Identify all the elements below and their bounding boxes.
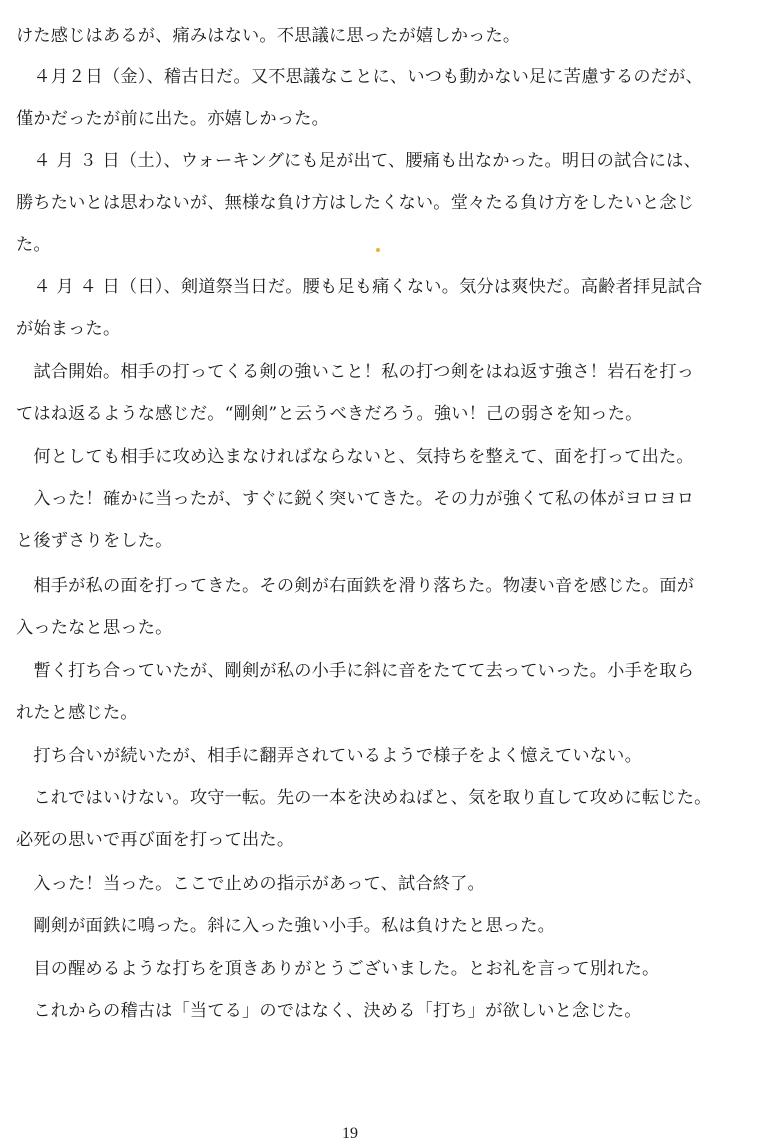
text-line-15: 入ったなと思った。	[16, 618, 173, 638]
text-line-8: が始まった。	[16, 319, 121, 339]
text-line-16: 暫く打ち合っていたが、剛剣が私の小手に斜に音をたてて去っていった。小手を取ら	[16, 661, 695, 681]
text-line-22: 剛剣が面鉄に鳴った。斜に入った強い小手。私は負けたと思った。	[16, 916, 556, 936]
text-line-18: 打ち合いが続いたが、相手に翻弄されているようで様子をよく憶えていない。	[16, 746, 642, 766]
text-line-14: 相手が私の面を打ってきた。その剣が右面鉄を滑り落ちた。物凄い音を感じた。面が	[16, 576, 695, 596]
text-line-4: ４ 月 ３ 日（土）、ウォーキングにも足が出て、腰痛も出なかった。明日の試合には、	[16, 151, 701, 171]
text-line-1: けた感じはあるが、痛みはない。不思議に思ったが嬉しかった。	[16, 26, 521, 46]
text-line-24: これからの稽古は「当てる」のではなく、決める「打ち」が欲しいと念じた。	[16, 1001, 642, 1021]
text-line-2: ４月２日（金）、稽古日だ。又不思議なことに、いつも動かない足に苦慮するのだが、	[16, 67, 703, 87]
text-line-7: ４ 月 ４ 日（日）、剣道祭当日だ。腰も足も痛くない。気分は爽快だ。高齢者拝見試合	[16, 277, 703, 297]
text-line-10: てはね返るような感じだ。“剛剣”と云うべきだろう。強い！己の弱さを知った。	[16, 404, 643, 424]
text-line-21: 入った！当った。ここで止めの指示があって、試合終了。	[16, 874, 485, 894]
text-line-17: れたと感じた。	[16, 703, 138, 723]
text-line-19: これではいけない。攻守一転。先の一本を決めねばと、気を取り直して攻めに転じた。	[16, 788, 712, 808]
text-line-9: 試合開始。相手の打ってくる剣の強いこと！私の打つ剣をはね返す強さ！岩石を打っ	[16, 362, 695, 382]
text-line-20: 必死の思いで再び面を打って出た。	[16, 830, 295, 850]
page-number: 19	[342, 1125, 358, 1142]
text-line-23: 目の醒めるような打ちを頂きありがとうございました。とお礼を言って別れた。	[16, 959, 660, 979]
highlight-mark	[376, 248, 380, 252]
text-line-11: 何としても相手に攻め込まなければならないと、気持ちを整えて、面を打って出た。	[16, 447, 694, 467]
text-line-6: た。	[16, 235, 51, 255]
text-line-3: 僅かだったが前に出た。亦嬉しかった。	[16, 109, 329, 129]
text-line-12: 入った！確かに当ったが、すぐに鋭く突いてきた。その力が強くて私の体がヨロヨロ	[16, 489, 695, 509]
text-line-13: と後ずさりをした。	[16, 531, 173, 551]
text-line-5: 勝ちたいとは思わないが、無様な負け方はしたくない。堂々たる負け方をしたいと念じ	[16, 193, 695, 213]
